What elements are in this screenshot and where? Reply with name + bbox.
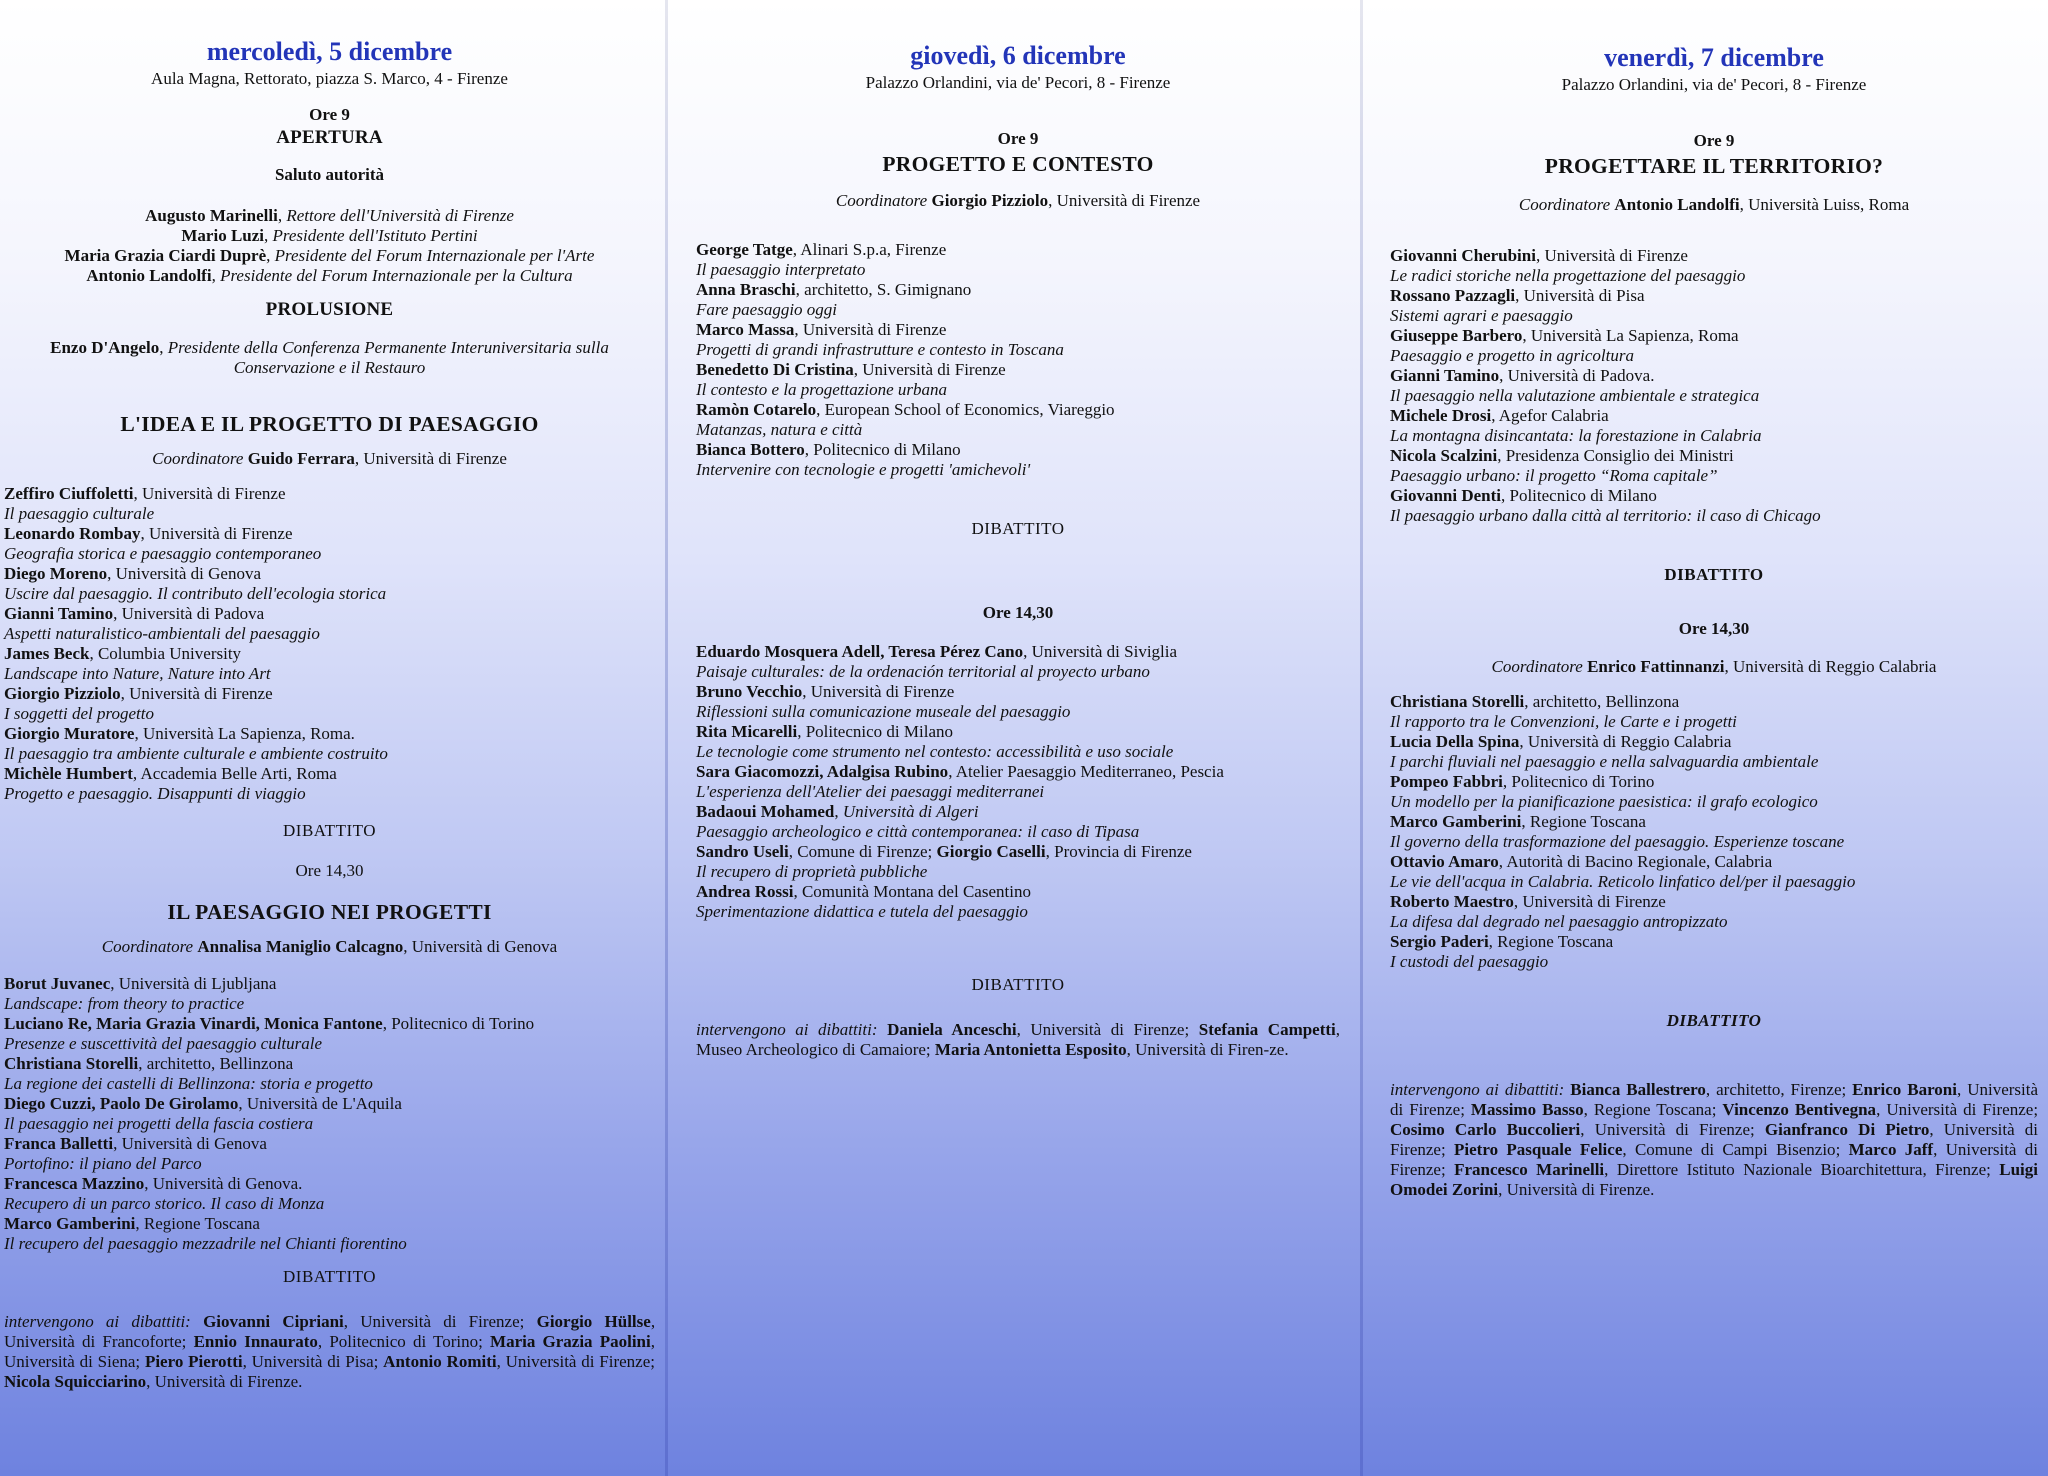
- speaker-line: Michele Drosi, Agefor Calabria: [1390, 406, 1609, 425]
- talk-title: Un modello per la pianificazione paesistica: il grafo ecologico: [1390, 792, 1818, 811]
- talk-title: Geografia storica e paesaggio contemporaneo: [4, 544, 322, 563]
- session-title: PROGETTARE IL TERRITORIO?: [1544, 154, 1884, 178]
- talk-title: Le vie dell'acqua in Calabria. Reticolo linfatico del/per il paesaggio: [1390, 872, 1856, 891]
- coordinator-line: Coordinatore Enrico Fattinnanzi, Università di Reggio Calabria: [1491, 657, 1937, 676]
- speaker-line: Badaoui Mohamed, Università di Algeri: [696, 802, 979, 821]
- talk-title: I soggetti del progetto: [4, 704, 154, 723]
- day-heading: giovedì, 6 dicembre: [910, 41, 1126, 70]
- talk-title: Portofino: il piano del Parco: [4, 1154, 202, 1173]
- talk-title: Il paesaggio nei progetti della fascia costiera: [4, 1114, 314, 1133]
- speaker-line: Sergio Paderi, Regione Toscana: [1390, 932, 1614, 951]
- talk-list: [696, 642, 1340, 922]
- speaker-line: George Tatge, Alinari S.p.a, Firenze: [696, 240, 947, 259]
- discussants-paragraph: intervengono ai dibattiti: Daniela Anceschi, Università di Firenze; Stefania Campetti, Museo Archeologico di Camaiore; Maria Antonietta Esposito, Università di Firen-ze.: [696, 1020, 1341, 1059]
- talk-title: I custodi del paesaggio: [1390, 952, 1549, 971]
- talk-title: I parchi fluviali nel paesaggio e nella salvaguardia ambientale: [1390, 752, 1819, 771]
- talk-title: Uscire dal paesaggio. Il contributo dell'ecologia storica: [4, 584, 387, 603]
- talk-title: Il recupero del paesaggio mezzadrile nel Chianti fiorentino: [4, 1234, 407, 1253]
- talk-title: Progetto e paesaggio. Disappunti di viaggio: [4, 784, 306, 803]
- dibattito-label: DIBATTITO: [283, 821, 376, 840]
- coordinator-line: Coordinatore Giorgio Pizziolo, Università di Firenze: [835, 191, 1201, 210]
- speaker-line: Bianca Bottero, Politecnico di Milano: [696, 440, 961, 459]
- speaker-line: Roberto Maestro, Università di Firenze: [1390, 892, 1666, 911]
- speaker-line: Giorgio Pizziolo, Università di Firenze: [4, 684, 273, 703]
- talk-title: Il governo della trasformazione del paesaggio. Esperienze toscane: [1390, 832, 1845, 851]
- dibattito-label: DIBATTITO: [283, 1267, 376, 1286]
- talk-title: La regione dei castelli di Bellinzona: storia e progetto: [4, 1074, 373, 1093]
- speaker-line: Lucia Della Spina, Università di Reggio Calabria: [1390, 732, 1732, 751]
- speaker-line: Pompeo Fabbri, Politecnico di Torino: [1390, 772, 1655, 791]
- speaker-line: Franca Balletti, Università di Genova: [4, 1134, 267, 1153]
- talk-title: Il rapporto tra le Convenzioni, le Carte e i progetti: [1390, 712, 1737, 731]
- speaker-line: Marco Massa, Università di Firenze: [696, 320, 947, 339]
- talk-title: Intervenire con tecnologie e progetti 'amichevoli': [696, 460, 1031, 479]
- discussants-paragraph: intervengono ai dibattiti: Giovanni Cipriani, Università di Firenze; Giorgio Hüllse, Università di Francoforte; Ennio Innaurato, Politecnico di Torino; Maria Grazia Paolini, Università di Siena; Piero Pierotti, Università di Pisa; Antonio Romiti, Università di Firenze; Nicola Squicciarino, Università di Firenze.: [4, 1312, 656, 1391]
- authority-line: Augusto Marinelli, Rettore dell'Università di Firenze: [145, 206, 514, 225]
- talk-title: Il paesaggio interpretato: [696, 260, 866, 279]
- time-label: Ore 14,30: [295, 861, 364, 880]
- discussants-paragraph: intervengono ai dibattiti: Bianca Ballestrero, architetto, Firenze; Enrico Baroni, Università di Firenze; Massimo Basso, Regione Toscana; Vincenzo Bentivegna, Università di Firenze; Cosimo Carlo Buccolieri, Università di Firenze; Gianfranco Di Pietro, Università di Firenze; Pietro Pasquale Felice, Comune di Campi Bisenzio; Marco Jaff, Università di Firenze; Francesco Marinelli, Direttore Istituto Nazionale Bioarchitettura, Firenze; Luigi Omodei Zorini, Università di Firenze.: [1390, 1080, 2039, 1199]
- speaker-line: Gianni Tamino, Università di Padova.: [1390, 366, 1655, 385]
- dibattito-label: DIBATTITO: [1664, 565, 1764, 584]
- session-title: IL PAESAGGIO NEI PROGETTI: [167, 900, 492, 924]
- prolusione-role: Conservazione e il Restauro: [233, 358, 426, 377]
- speaker-line: Christiana Storelli, architetto, Bellinzona: [1390, 692, 1680, 711]
- talk-title: Sistemi agrari e paesaggio: [1390, 306, 1573, 325]
- speaker-line: Luciano Re, Maria Grazia Vinardi, Monica Fantone, Politecnico di Torino: [4, 1014, 535, 1033]
- speaker-line: Giovanni Cherubini, Università di Firenze: [1390, 246, 1688, 265]
- dibattito-label: DIBATTITO: [1666, 1011, 1762, 1030]
- talk-title: Paesaggio e progetto in agricoltura: [1390, 346, 1634, 365]
- talk-title: Landscape: from theory to practice: [4, 994, 245, 1013]
- speaker-line: Borut Juvanec, Università di Ljubljana: [4, 974, 277, 993]
- talk-list: [1390, 692, 2038, 972]
- speaker-line: Eduardo Mosquera Adell, Teresa Pérez Cano, Università di Siviglia: [696, 642, 1178, 661]
- talk-title: Il paesaggio tra ambiente culturale e ambiente costruito: [4, 744, 388, 763]
- talk-title: Aspetti naturalistico-ambientali del paesaggio: [4, 624, 320, 643]
- talk-title: Progetti di grandi infrastrutture e contesto in Toscana: [696, 340, 1064, 359]
- talk-title: Il paesaggio urbano dalla città al territorio: il caso di Chicago: [1390, 506, 1821, 525]
- venue: Palazzo Orlandini, via de' Pecori, 8 - Firenze: [1561, 75, 1867, 94]
- prolusione-speaker: Enzo D'Angelo, Presidente della Conferenza Permanente Interuniversitaria sulla: [50, 338, 609, 357]
- talk-list: [4, 974, 655, 1254]
- talk-title: Il contesto e la progettazione urbana: [696, 380, 948, 399]
- speaker-line: Giovanni Denti, Politecnico di Milano: [1390, 486, 1657, 505]
- panel-wednesday: [0, 0, 665, 1476]
- speaker-line: Christiana Storelli, architetto, Bellinzona: [4, 1054, 294, 1073]
- talk-title: Le tecnologie come strumento nel contesto: accessibilità e uso sociale: [696, 742, 1174, 761]
- dibattito-label: DIBATTITO: [971, 975, 1065, 994]
- speaker-line: Rita Micarelli, Politecnico di Milano: [696, 722, 954, 741]
- panel-friday: [1363, 0, 2048, 1476]
- speaker-line: Diego Moreno, Università di Genova: [4, 564, 261, 583]
- coordinator-line: Coordinatore Guido Ferrara, Università di Firenze: [152, 449, 507, 468]
- speaker-line: Nicola Scalzini, Presidenza Consiglio dei Ministri: [1390, 446, 1734, 465]
- time-label: Ore 14,30: [982, 603, 1054, 622]
- speaker-line: Leonardo Rombay, Università di Firenze: [4, 524, 293, 543]
- panel-thursday: [668, 0, 1360, 1476]
- talk-title: Riflessioni sulla comunicazione museale del paesaggio: [696, 702, 1071, 721]
- saluto-heading: Saluto autorità: [274, 165, 385, 184]
- talk-title: La difesa dal degrado nel paesaggio antropizzato: [1390, 912, 1728, 931]
- speaker-line: Andrea Rossi, Comunità Montana del Casentino: [696, 882, 1031, 901]
- talk-list: [696, 240, 1340, 480]
- talk-title: Il paesaggio nella valutazione ambientale e strategica: [1390, 386, 1760, 405]
- venue: Aula Magna, Rettorato, piazza S. Marco, 4 - Firenze: [151, 69, 508, 88]
- talk-title: La montagna disincantata: la forestazione in Calabria: [1390, 426, 1762, 445]
- talk-title: Landscape into Nature, Nature into Art: [4, 664, 271, 683]
- session-title: PROGETTO E CONTESTO: [882, 152, 1154, 176]
- speaker-line: Ramòn Cotarelo, European School of Economics, Viareggio: [696, 400, 1115, 419]
- speaker-line: Anna Braschi, architetto, S. Gimignano: [696, 280, 972, 299]
- talk-title: Il paesaggio culturale: [4, 504, 155, 523]
- day-heading: mercoledì, 5 dicembre: [206, 37, 453, 66]
- time-label: Ore 9: [309, 105, 350, 124]
- speaker-line: Benedetto Di Cristina, Università di Firenze: [696, 360, 1006, 379]
- authority-line: Mario Luzi, Presidente dell'Istituto Pertini: [181, 226, 478, 245]
- speaker-line: Diego Cuzzi, Paolo De Girolamo, Università de L'Aquila: [4, 1094, 402, 1113]
- talk-title: Paisaje culturales: de la ordenación territorial al proyecto urbano: [696, 662, 1150, 681]
- session-title: L'IDEA E IL PROGETTO DI PAESAGGIO: [120, 412, 539, 436]
- speaker-line: Sara Giacomozzi, Adalgisa Rubino, Atelier Paesaggio Mediterraneo, Pescia: [696, 762, 1224, 781]
- talk-title: Le radici storiche nella progettazione del paesaggio: [1390, 266, 1746, 285]
- authority-line: Antonio Landolfi, Presidente del Forum Internazionale per la Cultura: [86, 266, 573, 285]
- talk-list: [4, 484, 655, 804]
- speaker-line: James Beck, Columbia University: [4, 644, 242, 663]
- talk-title: Paesaggio archeologico e città contemporanea: il caso di Tipasa: [696, 822, 1140, 841]
- time-label: Ore 9: [997, 129, 1039, 148]
- dibattito-label: DIBATTITO: [971, 519, 1065, 538]
- talk-title: Il recupero di proprietà pubbliche: [696, 862, 928, 881]
- day-heading: venerdì, 7 dicembre: [1604, 43, 1824, 72]
- speaker-line: Giorgio Muratore, Università La Sapienza, Roma.: [4, 724, 355, 743]
- talk-title: Paesaggio urbano: il progetto “Roma capitale”: [1390, 466, 1718, 485]
- talk-title: Matanzas, natura e città: [696, 420, 863, 439]
- speaker-line: Michèle Humbert, Accademia Belle Arti, Roma: [4, 764, 337, 783]
- coordinator-line: Coordinatore Antonio Landolfi, Università Luiss, Roma: [1518, 195, 1910, 214]
- speaker-line: Francesca Mazzino, Università di Genova.: [4, 1174, 303, 1193]
- speaker-line: Giuseppe Barbero, Università La Sapienza, Roma: [1390, 326, 1739, 345]
- venue: Palazzo Orlandini, via de' Pecori, 8 - Firenze: [865, 73, 1171, 92]
- authority-line: Maria Grazia Ciardi Duprè, Presidente del Forum Internazionale per l'Arte: [64, 246, 595, 265]
- speaker-line: Zeffiro Ciuffoletti, Università di Firenze: [4, 484, 286, 503]
- coordinator-line: Coordinatore Annalisa Maniglio Calcagno, Università di Genova: [101, 937, 558, 956]
- time-label: Ore 9: [1693, 131, 1735, 150]
- time-label: Ore 14,30: [1678, 619, 1750, 638]
- speaker-line: Ottavio Amaro, Autorità di Bacino Regionale, Calabria: [1390, 852, 1773, 871]
- talk-title: L'esperienza dell'Atelier dei paesaggi mediterranei: [696, 782, 1045, 801]
- speaker-line: Bruno Vecchio, Università di Firenze: [696, 682, 955, 701]
- speaker-line: Rossano Pazzagli, Università di Pisa: [1390, 286, 1645, 305]
- talk-list: [1390, 246, 2038, 526]
- speaker-line: Marco Gamberini, Regione Toscana: [1390, 812, 1646, 831]
- talk-title: Presenze e suscettività del paesaggio culturale: [4, 1034, 323, 1053]
- speaker-line: Marco Gamberini, Regione Toscana: [4, 1214, 260, 1233]
- section-title-prolusione: PROLUSIONE: [265, 299, 394, 320]
- talk-title: Sperimentazione didattica e tutela del paesaggio: [696, 902, 1028, 921]
- speaker-line: Gianni Tamino, Università di Padova: [4, 604, 265, 623]
- speaker-line: Sandro Useli, Comune di Firenze; Giorgio Caselli, Provincia di Firenze: [696, 842, 1192, 861]
- talk-title: Recupero di un parco storico. Il caso di Monza: [4, 1194, 325, 1213]
- talk-title: Fare paesaggio oggi: [696, 300, 838, 319]
- section-title-apertura: APERTURA: [276, 127, 383, 148]
